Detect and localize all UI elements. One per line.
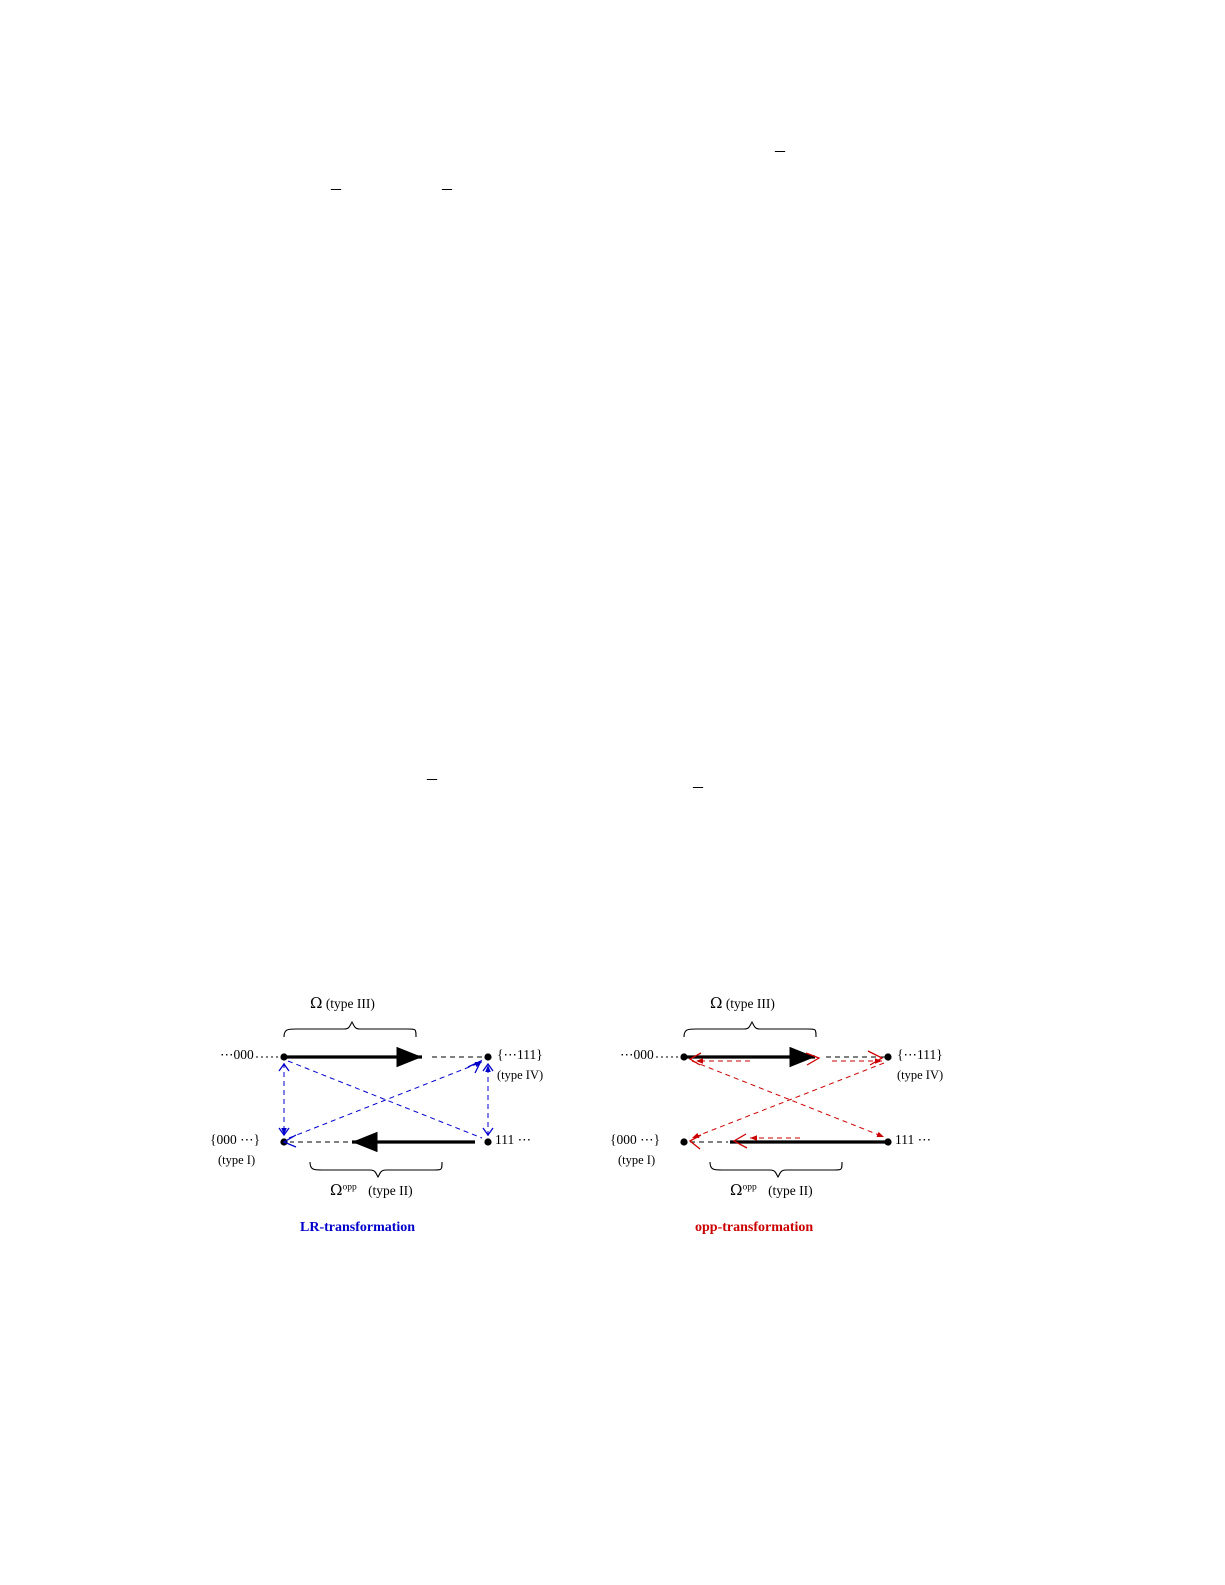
node-text: {⋯111}: [897, 1047, 943, 1062]
lr-bottom-brace-label: [330, 1182, 413, 1199]
omega-opp-superscript: opp: [342, 1182, 357, 1193]
opp-bottom-left-node-type: [618, 1153, 655, 1167]
lr-top-right-node-type: [497, 1068, 543, 1082]
node-type-text: (type I): [218, 1153, 256, 1167]
opp-top-left-node-label: [620, 1047, 654, 1063]
lr-top-right-node-label: [497, 1047, 543, 1063]
stray-dash-2: –: [331, 177, 341, 199]
node-text: 111 ⋯: [495, 1132, 532, 1147]
bottom-brace-type: (type II): [768, 1183, 813, 1198]
node-text: {000 ⋯}: [610, 1132, 661, 1147]
lr-transformation-panel: [200, 975, 600, 1265]
stray-dash-5: –: [693, 775, 703, 797]
stray-dash-1: –: [775, 139, 785, 161]
top-brace-type: (type III): [725, 996, 775, 1011]
opp-top-brace-label: [710, 995, 775, 1012]
lr-bottom-left-node-label: [210, 1132, 260, 1148]
node-type-text: (type IV): [897, 1068, 944, 1082]
opp-panel-caption: opp-transformation: [695, 1220, 814, 1235]
node-text: 111 ⋯: [895, 1132, 932, 1147]
lr-top-brace-label: [310, 995, 375, 1012]
opp-bottom-left-node-label: [610, 1132, 660, 1148]
bottom-brace-type: (type II): [368, 1183, 413, 1198]
omega-symbol: Ω: [710, 994, 723, 1012]
node-text: {⋯111}: [497, 1047, 543, 1062]
omega-symbol: Ω: [330, 1181, 343, 1199]
lr-top-left-node-label: [220, 1047, 254, 1063]
node-type-text: (type I): [618, 1153, 656, 1167]
omega-symbol: Ω: [310, 994, 323, 1012]
opp-transformation-panel: [600, 975, 1000, 1265]
omega-opp-superscript: opp: [742, 1182, 757, 1193]
stray-dash-3: –: [442, 177, 452, 199]
opp-top-right-node-type: [897, 1068, 943, 1082]
top-brace-type: (type III): [325, 996, 375, 1011]
node-text: {000 ⋯}: [210, 1132, 261, 1147]
opp-bottom-right-node-label: [895, 1132, 931, 1148]
node-text: ⋯000: [220, 1047, 254, 1062]
node-text: ⋯000: [620, 1047, 654, 1062]
omega-symbol: Ω: [730, 1181, 743, 1199]
lr-bottom-left-node-type: [218, 1153, 255, 1167]
stray-dash-4: –: [427, 767, 437, 789]
opp-bottom-brace-label: [730, 1182, 813, 1199]
opp-top-right-node-label: [897, 1047, 943, 1063]
lr-panel-caption: LR-transformation: [300, 1220, 416, 1235]
node-type-text: (type IV): [497, 1068, 544, 1082]
lr-bottom-right-node-label: [495, 1132, 531, 1148]
